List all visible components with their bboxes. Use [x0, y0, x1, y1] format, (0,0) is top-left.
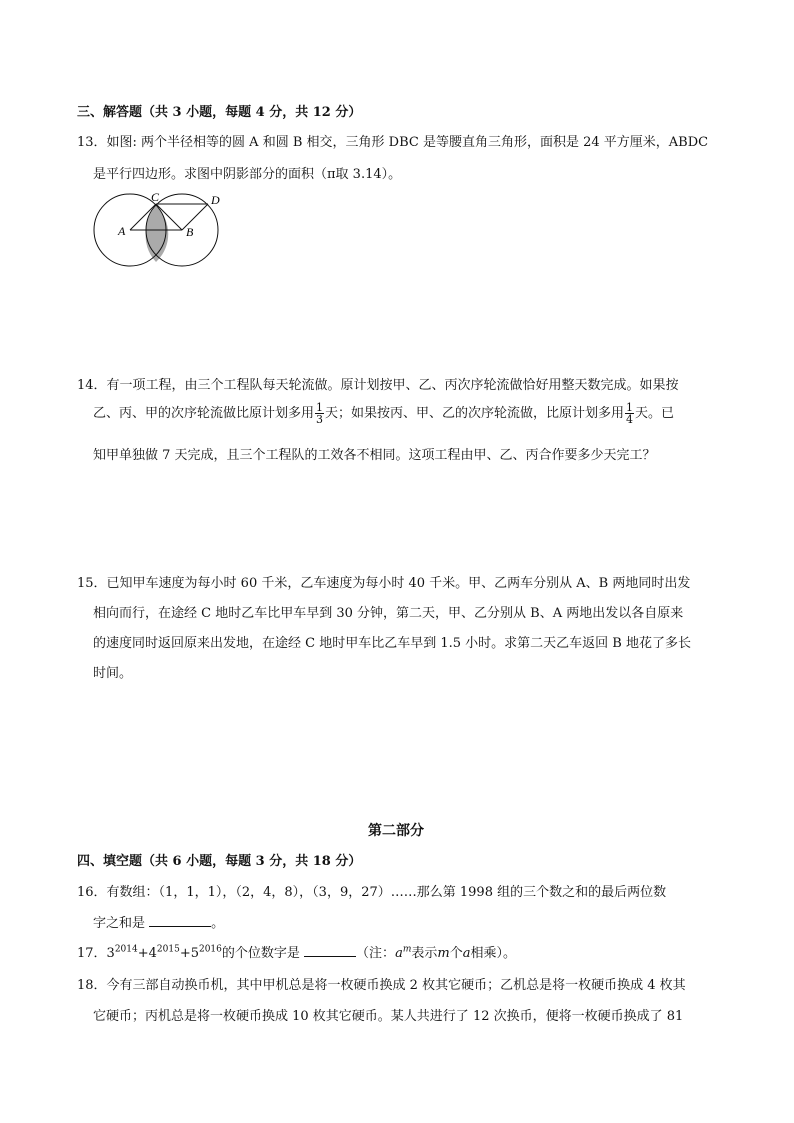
part2-title: 第二部分: [368, 823, 424, 839]
q14-line1: 14．有一项工程，由三个工程队每天轮流做。原计划按甲、乙、丙次序轮流做恰好用整天数完成。如果按: [77, 378, 679, 393]
answer-blank[interactable]: [304, 956, 356, 957]
q17-note-text2: 个: [449, 946, 463, 961]
q15-line3: 的速度同时返回原来出发地，在途经 C 地时甲车比乙车早到 1.5 小时。求第二天乙车返回 B 地花了多长: [93, 636, 691, 651]
q17-note-a: a: [395, 946, 403, 961]
q17-base1: 3: [106, 946, 115, 961]
q14-line2-part3: 天。已: [635, 406, 675, 421]
q17-exp1: 2014: [114, 944, 138, 955]
label-d: D: [211, 193, 220, 207]
q17-exp3: 2016: [198, 944, 222, 955]
q17-note-open: （注：: [356, 946, 396, 961]
q17-text1: 的个位数字是: [221, 946, 300, 961]
q16-line2: [93, 912, 224, 931]
q13-line1: 13．如图: 两个半径相等的圆 A 和圆 B 相交，三角形 DBC 是等腰直角三角形，面积是 24 平方厘米，ABDC: [77, 135, 709, 150]
label-c: C: [151, 190, 160, 204]
label-a: A: [118, 224, 126, 238]
q18-line2: 它硬币；丙机总是将一枚硬币换成 10 枚其它硬币。某人共进行了 12 次换币，便将一枚硬币换成了 81: [93, 1009, 684, 1024]
fraction-one-quarter: $\frac{1}{4}$: [626, 401, 634, 426]
section3-heading: 三、解答题（共 3 小题，每题 4 分，共 12 分）: [77, 105, 362, 120]
q16-line2-part1: 字之和是: [93, 916, 146, 931]
q17-note-m: m: [402, 944, 412, 955]
q17-note-a2: a: [462, 946, 471, 961]
q17-note-text1: 表示: [411, 946, 438, 961]
q15-line2: 相向而行，在途经 C 地时乙车比甲车早到 30 分钟，第二天，甲、乙分别从 B、A 两地出发以各自原来: [93, 606, 684, 621]
q17-plus1: +4: [137, 946, 157, 961]
answer-blank[interactable]: [149, 926, 211, 927]
q17-note-close: 相乘）。: [470, 946, 517, 961]
q18-line1: 18．今有三部自动换币机，其中甲机总是将一枚硬币换成 2 枚其它硬币；乙机总是将一枚硬币换成 4 枚其: [77, 978, 686, 993]
label-b: B: [186, 225, 194, 239]
shaded-lens: [146, 206, 168, 230]
q13-figure: [92, 190, 232, 272]
q14-line2-part1: 乙、丙、甲的次序轮流做比原计划多用: [93, 406, 315, 421]
fraction-one-third: $\frac{1}{3}$: [316, 401, 324, 426]
q17-plus2: +5: [179, 946, 199, 961]
section4-heading: 四、填空题（共 6 小题，每题 3 分，共 18 分）: [77, 854, 362, 869]
q17-exp2: 2015: [156, 944, 180, 955]
q17-label: 17．: [77, 946, 107, 961]
q15-line4: 时间。: [93, 666, 133, 681]
q14-line3: 知甲单独做 7 天完成，且三个工程队的工效各不相同。这项工程由甲、乙、丙合作要多少天完工？: [93, 448, 656, 463]
q14-line2: [93, 402, 674, 425]
q16-line1: 16．有数组：（1，1，1），（2，4，8），（3，9，27）……那么第 1998 组的三个数之和的最后两位数: [77, 885, 667, 900]
q14-line2-part2: 天；如果按丙、甲、乙的次序轮流做，比原计划多用: [325, 406, 625, 421]
q17-line: [77, 942, 516, 961]
q16-line2-part2: 。: [211, 916, 225, 931]
q17-note-m2: m: [437, 946, 450, 961]
q13-line2: 是平行四边形。求图中阴影部分的面积（π取 3.14）。: [93, 167, 402, 182]
shaded-lens-lower: [146, 230, 169, 262]
q15-line1: 15．已知甲车速度为每小时 60 千米，乙车速度为每小时 40 千米。甲、乙两车分别从 A、B 两地同时出发: [77, 576, 691, 591]
